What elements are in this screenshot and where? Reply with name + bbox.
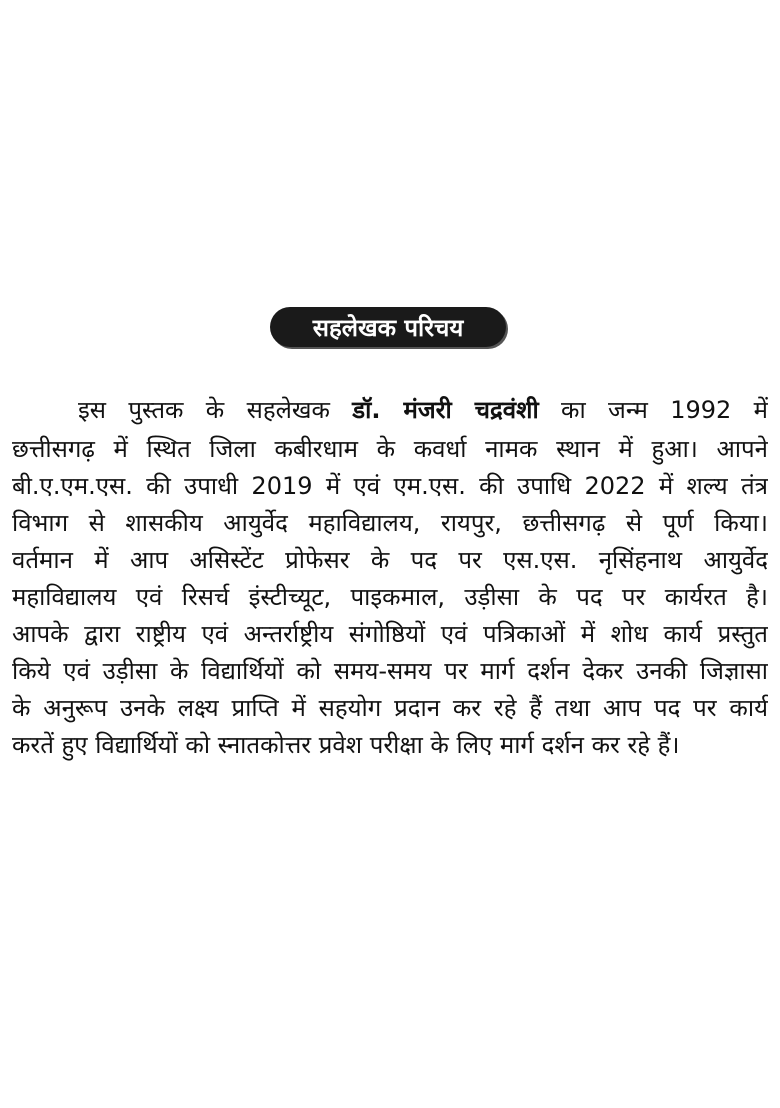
paragraph-line: महाविद्यालय एवं रिसर्च इंस्टीच्यूट, पाइकमाल, उड़ीसा के पद पर कार्यरत है। [12,583,768,611]
paragraph-line: के अनुरूप उनके लक्ष्य प्राप्ति में सहयोग प्रदान कर रहे हैं तथा आप पद पर कार्य [12,694,768,722]
paragraph-line: करतें हुए विद्यार्थियों को स्नातकोत्तर प्रवेश परीक्षा के लिए मार्ग दर्शन कर रहे हैं। [12,731,680,759]
text-segment: का जन्म 1992 में [538,396,768,424]
section-heading: सहलेखक परिचय [270,307,506,347]
paragraph-line: छत्तीसगढ़ में स्थित जिला कबीरधाम के कवर्धा नामक स्थान में हुआ। आपने [12,435,768,463]
paragraph-line: वर्तमान में आप असिस्टेंट प्रोफेसर के पद पर एस.एस. नृसिंहनाथ आयुर्वेद [12,546,768,574]
text-segment: इस पुस्तक के सहलेखक [78,396,353,424]
paragraph-line: विभाग से शासकीय आयुर्वेद महाविद्यालय, रायपुर, छत्तीसगढ़ से पूर्ण किया। [12,509,768,537]
paragraph-line: किये एवं उड़ीसा के विद्यार्थियों को समय-समय पर मार्ग दर्शन देकर उनकी जिज्ञासा [12,657,768,685]
coauthor-name: डॉ. मंजरी चद्रवंशी [352,396,539,424]
paragraph-line: बी.ए.एम.एस. की उपाधी 2019 में एवं एम.एस. की उपाधि 2022 में शल्य तंत्र [12,472,768,500]
paragraph-line-1 [12,393,768,429]
paragraph-line: आपके द्वारा राष्ट्रीय एवं अन्तर्राष्ट्रीय संगोष्ठियों एवं पत्रिकाओं में शोध कार्य प्रस्तुत [12,620,768,648]
